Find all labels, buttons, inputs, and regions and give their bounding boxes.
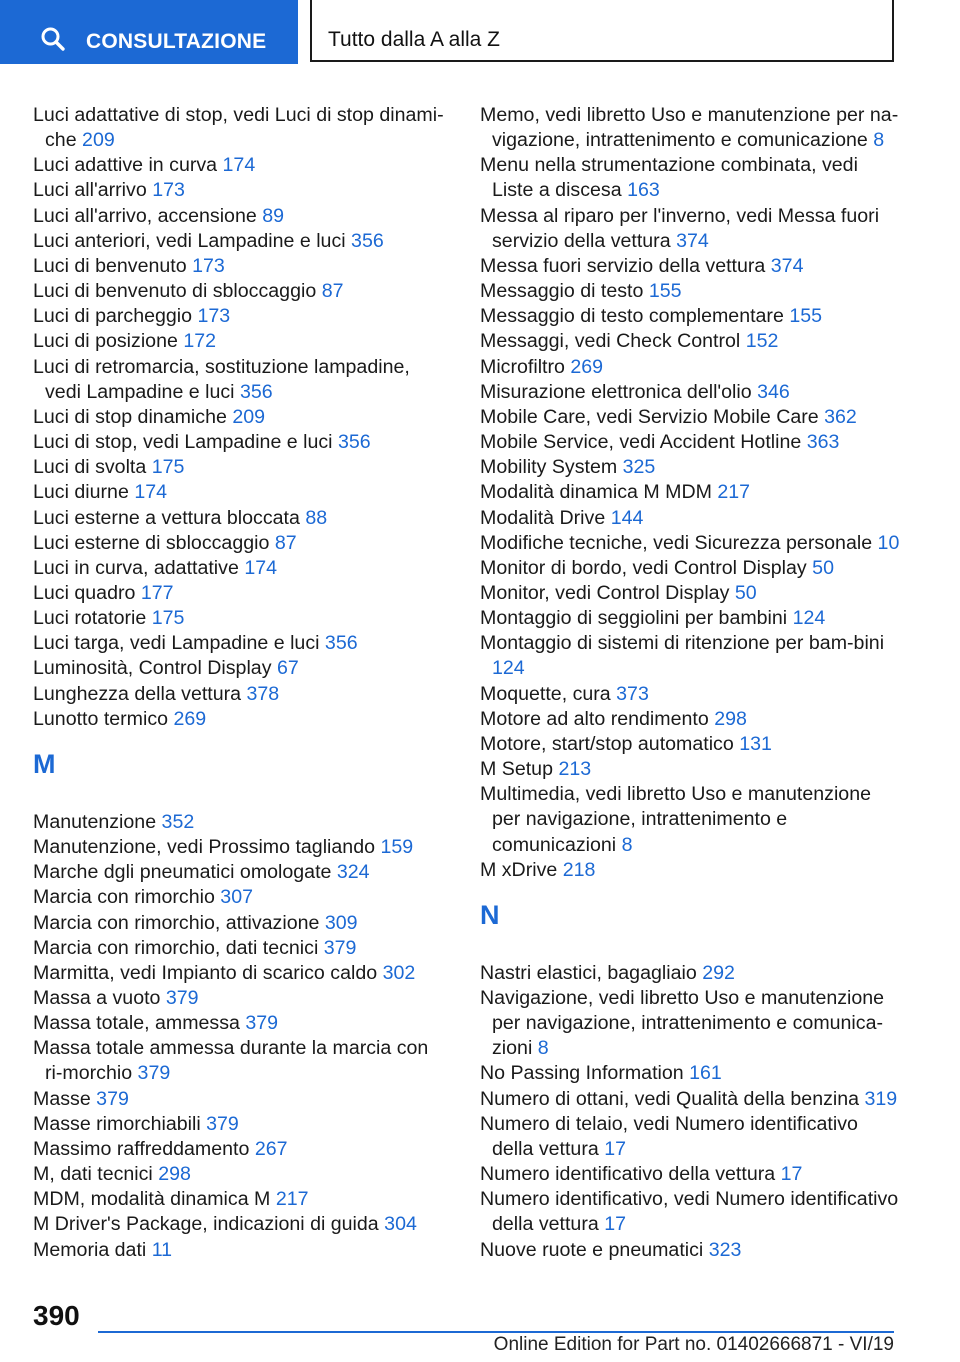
entry-term: Numero di ottani, vedi Qualità della benzina <box>480 1087 860 1110</box>
page-link[interactable]: 217 <box>275 1188 309 1211</box>
entry-term: M, dati tecnici <box>33 1163 153 1186</box>
entry-term: Memo, vedi libretto Uso e manutenzione per na-vigazione, intrattenimento e comunicazione <box>480 104 899 152</box>
index-entry <box>480 405 900 430</box>
page-link[interactable]: 217 <box>717 481 751 504</box>
entry-term: Luci targa, vedi Lampadine e luci <box>33 632 320 655</box>
page-link[interactable]: 379 <box>323 936 357 959</box>
page-link[interactable]: 131 <box>739 732 772 755</box>
page-link[interactable]: 174 <box>222 154 256 177</box>
page-link[interactable]: 10 <box>877 531 900 554</box>
index-entry <box>480 1162 900 1187</box>
entry-term: Massimo raffreddamento <box>33 1137 250 1160</box>
page-link[interactable]: 379 <box>137 1062 171 1085</box>
entry-term: Manutenzione, vedi Prossimo tagliando <box>33 836 376 859</box>
entry-term: Multimedia, vedi libretto Uso e manutenzione per navigazione, intrattenimento e comunicazioni <box>480 783 871 856</box>
entry-term: Motore ad alto rendimento <box>480 707 709 730</box>
index-entry <box>33 1112 445 1137</box>
entry-term: Monitor di bordo, vedi Control Display <box>480 556 807 579</box>
index-entry <box>33 631 445 656</box>
entry-term: Luci rotatorie <box>33 607 147 630</box>
entry-term: Messaggio di testo <box>480 280 644 303</box>
page-link[interactable]: 89 <box>262 204 284 227</box>
page-link[interactable]: 269 <box>173 707 207 730</box>
page-link[interactable]: 124 <box>792 607 826 630</box>
index-entry <box>480 732 900 757</box>
page-link[interactable]: 209 <box>232 405 266 428</box>
entry-term: No Passing Information <box>480 1062 684 1085</box>
tab-label: CONSULTAZIONE <box>86 30 267 53</box>
entry-term: Massa totale, ammessa <box>33 1012 240 1035</box>
page-link[interactable]: 356 <box>239 380 273 403</box>
page-link[interactable]: 174 <box>244 556 278 579</box>
index-entry <box>33 178 445 203</box>
entry-term: Modifiche tecniche, vedi Sicurezza personale <box>480 531 873 554</box>
index-entry <box>480 782 900 857</box>
entry-term: Modalità dinamica M MDM <box>480 481 712 504</box>
page-link[interactable]: 379 <box>165 987 199 1009</box>
page-link[interactable]: 172 <box>183 330 217 353</box>
index-entry <box>33 304 445 329</box>
index-entry <box>480 380 900 405</box>
index-entry <box>480 858 900 883</box>
page-link[interactable]: 174 <box>134 481 168 504</box>
page-number: 390 <box>33 1300 80 1331</box>
index-entry <box>33 581 445 606</box>
index-entry <box>33 1036 445 1086</box>
page-link[interactable]: 292 <box>702 961 735 984</box>
page-link[interactable]: 362 <box>824 405 857 428</box>
page-link[interactable]: 352 <box>161 810 195 833</box>
page-link[interactable]: 346 <box>757 380 790 403</box>
index-entry <box>33 810 445 835</box>
entry-term: Motore, start/stop automatico <box>480 732 734 755</box>
index-entry <box>480 103 900 153</box>
page-link[interactable]: 163 <box>627 179 660 202</box>
index-entry <box>480 329 900 354</box>
page-link[interactable]: 88 <box>305 506 328 529</box>
page-link[interactable]: 378 <box>246 682 280 705</box>
index-entry <box>33 1212 445 1237</box>
entry-term: Microfiltro <box>480 355 565 378</box>
entry-term: Luci di posizione <box>33 330 178 353</box>
index-column-right <box>480 103 900 1263</box>
entry-term: Massa a vuoto <box>33 987 161 1009</box>
entry-term: Luci esterne a vettura bloccata <box>33 506 300 529</box>
index-entry <box>33 911 445 936</box>
page-link[interactable]: 213 <box>558 758 592 781</box>
page-link[interactable]: 124 <box>492 657 525 680</box>
entry-term: Luci di benvenuto di sbloccaggio <box>33 280 317 303</box>
entry-term: Luci all'arrivo <box>33 179 147 202</box>
index-entry <box>33 986 445 1011</box>
entry-term: Marcia con rimorchio <box>33 886 215 909</box>
page-link[interactable]: 298 <box>714 707 747 730</box>
page-link[interactable]: 173 <box>192 254 225 277</box>
entry-term: Monitor, vedi Control Display <box>480 581 730 604</box>
page-link[interactable]: 87 <box>274 531 297 554</box>
index-entry <box>33 254 445 279</box>
section-title-tab[interactable] <box>310 0 894 62</box>
section-letter: M <box>33 748 56 779</box>
entry-term: Marcia con rimorchio, attivazione <box>33 911 320 934</box>
entry-term: Mobile Service, vedi Accident Hotline <box>480 431 802 454</box>
entry-term: Masse rimorchiabili <box>33 1112 201 1135</box>
page-link[interactable]: 177 <box>140 581 174 604</box>
footer-divider <box>98 1331 894 1333</box>
index-entry <box>33 103 445 153</box>
page-link[interactable]: 298 <box>158 1163 191 1186</box>
index-entry <box>480 581 900 606</box>
index-entry <box>480 279 900 304</box>
index-entry <box>480 1238 900 1263</box>
page-link[interactable]: 319 <box>864 1087 898 1110</box>
index-entry <box>480 304 900 329</box>
entry-term: Luci esterne di sbloccaggio <box>33 531 270 554</box>
index-entry <box>480 631 900 681</box>
index-entry <box>480 455 900 480</box>
index-entry <box>33 329 445 354</box>
page-link[interactable]: 302 <box>382 961 416 984</box>
entry-term: Luci di stop dinamiche <box>33 405 227 428</box>
entry-term: Luci anteriori, vedi Lampadine e luci <box>33 229 346 252</box>
entry-term: Luci adattative di stop, vedi Luci di stop dinami-che <box>33 104 444 152</box>
page-link[interactable]: 304 <box>384 1213 417 1236</box>
entry-term: Messaggi, vedi Check Control <box>480 330 741 353</box>
entry-term: Massa totale ammessa durante la marcia con ri-morchio <box>33 1037 429 1085</box>
index-entry <box>480 1187 900 1237</box>
index-entry <box>480 1061 900 1086</box>
index-entry <box>33 656 445 681</box>
entry-term: Montaggio di seggiolini per bambini <box>480 607 788 630</box>
entry-term: Moquette, cura <box>480 682 611 705</box>
entry-term: Luci diurne <box>33 481 129 504</box>
page-link[interactable]: 209 <box>82 129 115 152</box>
entry-term: Luci di svolta <box>33 456 147 479</box>
page-link[interactable]: 356 <box>338 431 371 454</box>
index-entry <box>480 1087 900 1112</box>
index-entry <box>33 480 445 505</box>
index-entry <box>480 606 900 631</box>
index-entry <box>480 204 900 254</box>
page-link[interactable]: 323 <box>708 1238 742 1261</box>
index-entry <box>33 430 445 455</box>
page-link[interactable]: 155 <box>648 280 682 303</box>
search-icon <box>40 26 66 52</box>
entry-term: Mobile Care, vedi Servizio Mobile Care <box>480 405 819 428</box>
page-link[interactable]: 8 <box>621 833 633 856</box>
page-link[interactable]: 356 <box>324 632 358 655</box>
index-entry <box>33 279 445 304</box>
index-entry <box>33 455 445 480</box>
index-entry <box>480 531 900 556</box>
index-entry <box>480 254 900 279</box>
entry-term: Menu nella strumentazione combinata, vedi Liste a discesa <box>480 154 858 202</box>
entry-term: Nuove ruote e pneumatici <box>480 1238 704 1261</box>
index-entry <box>480 480 900 505</box>
index-entry <box>33 885 445 910</box>
edition-info: Online Edition for Part no. 01402666871 - VI/19 <box>493 1334 894 1355</box>
entry-term: Messaggio di testo complementare <box>480 305 784 328</box>
index-entry <box>33 506 445 531</box>
index-entry <box>33 1187 445 1212</box>
page-link[interactable]: 175 <box>151 456 185 479</box>
entry-term: Lunotto termico <box>33 707 169 730</box>
index-entry <box>33 936 445 961</box>
page-link[interactable]: 67 <box>276 657 299 680</box>
page-link[interactable]: 144 <box>610 506 644 529</box>
entry-term: Luci adattive in curva <box>33 154 218 177</box>
index-entry <box>33 1087 445 1112</box>
entry-term: Mobility System <box>480 456 618 479</box>
section-title: Tutto dalla A alla Z <box>328 28 500 51</box>
entry-term: Modalità Drive <box>480 506 606 529</box>
page-link[interactable]: 374 <box>770 254 804 277</box>
page-link[interactable]: 267 <box>254 1137 288 1160</box>
page-link[interactable]: 175 <box>151 607 185 630</box>
entry-term: M xDrive <box>480 858 558 881</box>
entry-term: Marmitta, vedi Impianto di scarico caldo <box>33 961 378 984</box>
page-link[interactable]: 17 <box>780 1163 803 1186</box>
page-link[interactable]: 173 <box>152 179 185 202</box>
page-link[interactable]: 356 <box>351 229 384 252</box>
entry-term: M Driver's Package, indicazioni di guida <box>33 1213 379 1236</box>
index-entry <box>33 556 445 581</box>
index-entry <box>33 1011 445 1036</box>
page-link[interactable]: 363 <box>806 431 840 454</box>
entry-term: Nastri elastici, bagagliaio <box>480 961 697 984</box>
entry-term: Lunghezza della vettura <box>33 682 242 705</box>
tab-consultazione[interactable] <box>0 0 298 64</box>
index-entry <box>480 986 900 1061</box>
page-link[interactable]: 50 <box>812 556 834 579</box>
page-link[interactable]: 374 <box>676 229 709 252</box>
entry-term: Luci quadro <box>33 581 136 604</box>
page-link[interactable]: 173 <box>197 305 231 328</box>
index-column-left <box>33 103 445 1263</box>
page-link[interactable]: 159 <box>380 836 414 859</box>
index-entry <box>480 153 900 203</box>
entry-term: Luci di stop, vedi Lampadine e luci <box>33 431 333 454</box>
entry-term: Numero identificativo, vedi Numero identificativo della vettura <box>480 1188 899 1236</box>
index-entry <box>33 860 445 885</box>
entry-term: Montaggio di sistemi di ritenzione per bam-bini <box>480 632 885 655</box>
entry-term: Numero identificativo della vettura <box>480 1163 776 1186</box>
page-link[interactable]: 379 <box>96 1087 129 1110</box>
section-letter: N <box>480 899 500 930</box>
index-entry <box>33 1137 445 1162</box>
index-entry <box>33 682 445 707</box>
index-entry <box>480 757 900 782</box>
entry-term: MDM, modalità dinamica M <box>33 1188 271 1211</box>
page-link[interactable]: 218 <box>562 858 596 881</box>
index-entry <box>33 229 445 254</box>
index-entry <box>33 707 445 732</box>
index-entry <box>33 355 445 405</box>
page-link[interactable]: 8 <box>537 1037 549 1060</box>
index-entry <box>33 606 445 631</box>
entry-term: Misurazione elettronica dell'olio <box>480 380 752 403</box>
page-link[interactable]: 309 <box>324 911 358 934</box>
index-entry <box>480 707 900 732</box>
index-entry <box>33 204 445 229</box>
page-link[interactable]: 17 <box>604 1213 626 1236</box>
page-link[interactable]: 155 <box>789 305 823 328</box>
index-entry <box>480 556 900 581</box>
page-link[interactable]: 269 <box>570 355 604 378</box>
index-entry <box>33 961 445 986</box>
index-entry <box>33 835 445 860</box>
entry-term: Masse <box>33 1087 91 1110</box>
page-link[interactable]: 161 <box>689 1062 722 1085</box>
page-link[interactable]: 50 <box>734 581 757 604</box>
page-link[interactable]: 324 <box>336 861 370 884</box>
page-link[interactable]: 307 <box>220 886 253 909</box>
entry-term: Messa fuori servizio della vettura <box>480 254 766 277</box>
entry-term: Luci in curva, adattative <box>33 556 239 579</box>
index-entry <box>480 961 900 986</box>
index-entry <box>33 1162 445 1187</box>
page-link[interactable]: 152 <box>745 330 779 353</box>
entry-term: Navigazione, vedi libretto Uso e manutenzione per navigazione, intrattenimento e comunica-zioni <box>480 987 885 1060</box>
index-entry <box>480 682 900 707</box>
index-entry <box>33 531 445 556</box>
index-entry <box>480 430 900 455</box>
entry-term: Marcia con rimorchio, dati tecnici <box>33 936 319 959</box>
entry-term: Manutenzione <box>33 810 157 833</box>
page-link[interactable]: 373 <box>616 682 649 705</box>
page-link[interactable]: 11 <box>151 1238 173 1261</box>
index-entry <box>33 405 445 430</box>
entry-term: Messa al riparo per l'inverno, vedi Messa fuori servizio della vettura <box>480 204 880 252</box>
index-entry <box>480 506 900 531</box>
entry-term: Marche dgli pneumatici omologate <box>33 861 332 884</box>
page-link[interactable]: 379 <box>245 1012 279 1035</box>
index-entry <box>33 1238 445 1263</box>
page-link[interactable]: 17 <box>604 1137 626 1160</box>
index-entry <box>480 1112 900 1162</box>
index-entry <box>33 153 445 178</box>
page-link[interactable]: 87 <box>321 280 344 303</box>
entry-term: Luci di benvenuto <box>33 254 187 277</box>
page-link[interactable]: 8 <box>873 129 885 152</box>
page-link[interactable]: 325 <box>622 456 656 479</box>
entry-term: Luminosità, Control Display <box>33 657 272 680</box>
index-entry <box>480 355 900 380</box>
entry-term: Numero di telaio, vedi Numero identificativo della vettura <box>480 1112 858 1160</box>
entry-term: Memoria dati <box>33 1238 147 1261</box>
page-link[interactable]: 379 <box>206 1112 239 1135</box>
entry-term: M Setup <box>480 758 553 781</box>
entry-term: Luci di parcheggio <box>33 305 193 328</box>
entry-term: Luci di retromarcia, sostituzione lampadine, vedi Lampadine e luci <box>33 355 410 403</box>
entry-term: Luci all'arrivo, accensione <box>33 204 257 227</box>
